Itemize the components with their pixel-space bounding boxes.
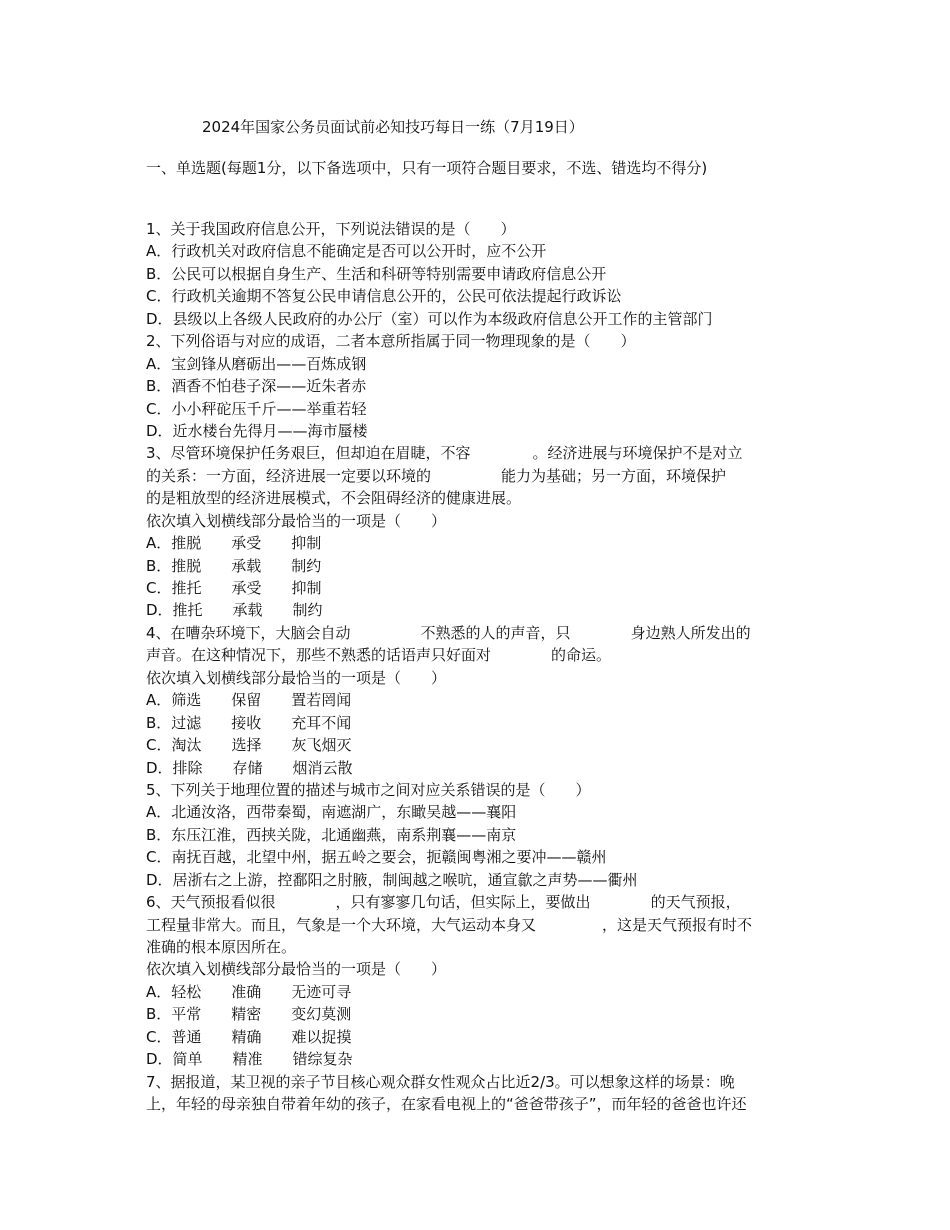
text-line [146,801,826,823]
page-title: 2024年国家公务员面试前必知技巧每日一练（7月19日） [202,118,584,136]
line-text: 。经济进展与环境保护不是对立 [532,444,743,463]
text-line [146,846,826,868]
text-line [146,644,826,666]
line-text: 5、下列关于地理位置的描述与城市之间对应关系错误的是（ ） [146,780,591,799]
text-line [146,936,826,958]
line-text: 能力为基础；另一方面，环境保护 [501,466,727,485]
line-text: C．普通 精确 难以捉摸 [146,1027,352,1046]
line-text: 声音。在这种情况下，那些不熟悉的话语声只好面对 [146,646,492,665]
text-line [146,914,826,936]
text-line [146,510,826,532]
text-line [146,869,826,891]
line-text: C．南抚百越，北望中州，据五岭之要会，扼赣闽粤湘之要冲——赣州 [146,848,607,867]
text-line [146,442,826,464]
line-text: 不熟悉的人的声音，只 [420,623,571,642]
line-text: D．推托 承载 制约 [146,601,323,620]
line-text: B．平常 精密 变幻莫测 [146,1005,352,1024]
line-text: A．北通汝洛，西带秦蜀，南遮湖广，东瞰吴越——襄阳 [146,803,517,822]
text-line [146,891,826,913]
text-line [146,532,826,554]
line-text: 6、天气预报看似很 [146,893,276,912]
line-text: D．近水楼台先得月——海市蜃楼 [146,421,368,440]
text-line [146,330,826,352]
text-line [146,263,826,285]
text-line [146,622,826,644]
section-heading: 一、单选题(每题1分，以下备选项中，只有一项符合题目要求，不选、错选均不得分) [146,159,708,177]
line-text: 依次填入划横线部分最恰当的一项是（ ） [146,668,447,687]
line-text: 依次填入划横线部分最恰当的一项是（ ） [146,511,447,530]
line-text: 的天气预报， [650,893,741,912]
line-text: 依次填入划横线部分最恰当的一项是（ ） [146,960,447,979]
line-text: 的命运。 [551,646,612,665]
text-line [146,1071,826,1093]
line-text: 7、据报道，某卫视的亲子节目核心观众群女性观众占比近2/3。可以想象这样的场景：晚 [146,1072,735,1091]
line-text: 上，年轻的母亲独自带着年幼的孩子，在家看电视上的“爸爸带孩子”，而年轻的爸爸也许还 [146,1095,747,1114]
line-text: ，这是天气预报有时不 [602,915,753,934]
line-text: B．酒香不怕巷子深——近朱者赤 [146,377,367,396]
line-text: 工程量非常大。而且，气象是一个大环境，大气运动本身又 [146,915,537,934]
line-text: B．东压江淮，西挟关陇，北通幽燕，南系荆襄——南京 [146,825,517,844]
line-text: D．居浙右之上游，控鄱阳之肘腋，制闽越之喉吭，通宣歙之声势——衢州 [146,870,638,889]
text-line [146,465,826,487]
text-line [146,308,826,330]
line-text: A．筛选 保留 置若罔闻 [146,691,352,710]
text-line [146,420,826,442]
line-text: D．县级以上各级人民政府的办公厅（室）可以作为本级政府信息公开工作的主管部门 [146,309,713,328]
line-text: C．推托 承受 抑制 [146,579,322,597]
text-line [146,353,826,375]
text-line [146,824,826,846]
text-line [146,757,826,779]
text-line [146,667,826,689]
line-text: 2、下列俗语与对应的成语，二者本意所指属于同一物理现象的是（ ） [146,332,636,351]
line-text: B．公民可以根据自身生产、生活和科研等特别需要申请政府信息公开 [146,264,607,283]
text-line [146,1048,826,1070]
line-text: A．推脱 承受 抑制 [146,534,322,553]
text-line [146,555,826,577]
line-text: A．宝剑锋从磨砺出——百炼成钢 [146,354,367,373]
text-line [146,689,826,711]
line-text: 准确的根本原因所在。 [146,938,297,956]
text-line [146,1003,826,1025]
text-line [146,218,826,240]
line-text: 的关系：一方面，经济进展一定要以环境的 [146,466,432,485]
line-text: ，只有寥寥几句话，但实际上，要做出 [335,893,591,912]
line-text: C．淘汰 选择 灰飞烟灭 [146,736,352,755]
text-line [146,398,826,420]
text-line [146,240,826,262]
line-text: B．推脱 承载 制约 [146,556,322,575]
line-text: 的是粗放型的经济进展模式，不会阻碍经济的健康进展。 [146,489,522,508]
line-text: D．排除 存储 烟消云散 [146,758,353,777]
line-text: B．过滤 接收 充耳不闻 [146,713,352,732]
line-text: A．轻松 准确 无迹可寻 [146,982,352,1001]
text-line [146,599,826,621]
line-text: D．简单 精准 错综复杂 [146,1050,353,1069]
line-text: 身边熟人所发出的 [630,623,751,642]
question-list [146,218,826,1116]
text-line [146,487,826,509]
text-line [146,958,826,980]
line-text: A．行政机关对政府信息不能确定是否可以公开时，应不公开 [146,242,547,261]
text-line [146,1093,826,1115]
line-text: C．小小秤砣压千斤——举重若轻 [146,399,367,418]
line-text: C．行政机关逾期不答复公民申请信息公开的，公民可依法提起行政诉讼 [146,287,622,306]
text-line [146,712,826,734]
line-text: 4、在嘈杂环境下，大脑会自动 [146,623,351,642]
text-line [146,375,826,397]
text-line [146,734,826,756]
text-line [146,1026,826,1048]
text-line [146,577,826,599]
text-line [146,981,826,1003]
line-text: 1、关于我国政府信息公开，下列说法错误的是（ ） [146,220,516,238]
text-line [146,779,826,801]
text-line [146,285,826,307]
line-text: 3、尽管环境保护任务艰巨，但却迫在眉睫，不容 [146,444,471,463]
